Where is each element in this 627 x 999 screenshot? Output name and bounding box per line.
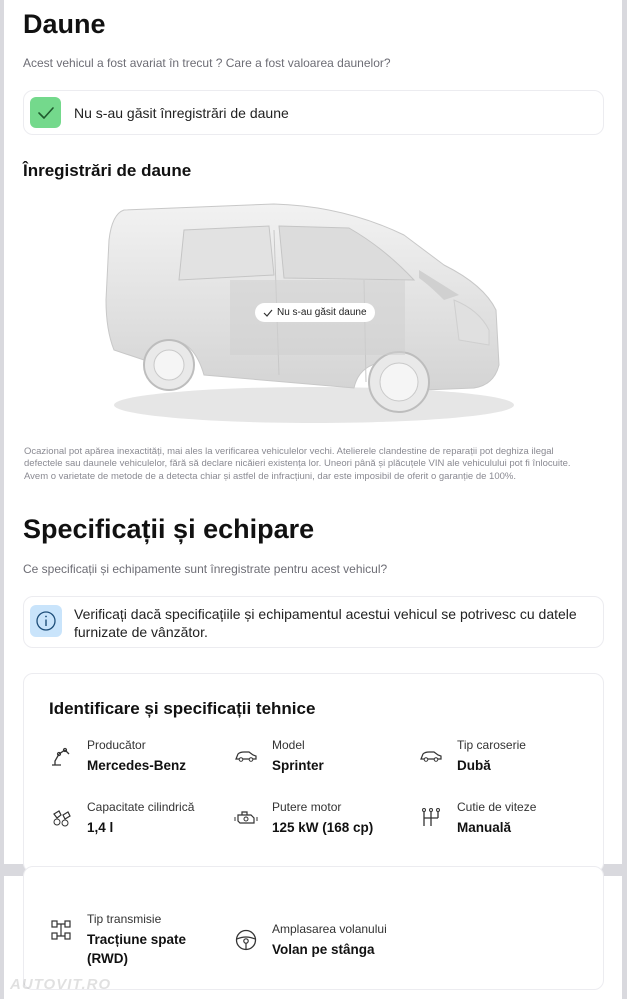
info-icon [30, 605, 62, 637]
drivetrain-panel [4, 876, 622, 999]
tech-specs-card-continued [23, 866, 604, 990]
drivetrain-icon [49, 918, 73, 942]
tech-specs-title: Identificare și specificații tehnice [49, 699, 316, 718]
spec-label: Model [272, 738, 305, 752]
specs-info-line: Verificați dacă specificațiile și echipamentul acestui vehicul se potrivesc cu datele [74, 606, 577, 622]
spec-value: Manuală [457, 820, 512, 835]
damage-status-text: Nu s-au găsit înregistrări de daune [74, 105, 289, 121]
spec-label: Producător [87, 738, 146, 752]
spec-value: 1,4 l [87, 820, 114, 835]
spec-value-line: (RWD) [87, 951, 128, 966]
car-icon [234, 744, 258, 768]
specs-info-card [23, 596, 604, 648]
damage-subtitle: Acest vehicul a fost avariat în trecut ? Care a fost valoarea daunelor? [23, 56, 391, 70]
no-damage-pill [255, 303, 375, 322]
watermark-logo: AUTOVIT.RO [10, 976, 112, 993]
engine-icon [234, 806, 258, 830]
spec-value-line: Tracțiune spate [87, 932, 187, 947]
spec-label: Capacitate cilindrică [87, 800, 195, 814]
damage-records-title: Înregistrări de daune [23, 161, 192, 180]
damage-status-card [23, 90, 604, 135]
damage-and-specs-panel [4, 0, 622, 864]
gearbox-icon [419, 806, 443, 830]
disclaimer-line: Ocazional pot apărea inexactități, mai ales la verificarea vehiculelor vechi. Atelierele clandestine de reparații pot deghiza ilegal [24, 446, 554, 457]
steering-wheel-icon [234, 928, 258, 952]
damage-title: Daune [23, 9, 106, 39]
spec-value: 125 kW (168 cp) [272, 820, 374, 835]
engine-cylinders-icon [49, 806, 73, 830]
spec-value: Volan pe stânga [272, 942, 375, 957]
spec-value: Dubă [457, 758, 491, 773]
robot-arm-icon [49, 744, 73, 768]
tech-specs-card [23, 673, 604, 873]
specs-subtitle: Ce specificații și echipamente sunt înregistrate pentru acest vehicul? [23, 562, 388, 576]
check-small-icon [263, 308, 273, 318]
specs-info-line: furnizate de vânzător. [74, 624, 208, 640]
specs-title: Specificații și echipare [23, 514, 315, 544]
specs-info-text [74, 605, 577, 641]
spec-value: Sprinter [272, 758, 324, 773]
car-body-icon [419, 744, 443, 768]
no-damage-pill-text: Nu s-au găsit daune [277, 307, 367, 318]
spec-value [87, 930, 186, 968]
spec-value: Mercedes-Benz [87, 758, 187, 773]
spec-label: Putere motor [272, 800, 342, 814]
spec-label: Tip transmisie [87, 912, 162, 926]
spec-label: Tip caroserie [457, 738, 526, 752]
disclaimer-line: defectele sau daunele vehiculelor, fără să declare nicăieri existența lor. Uneori până și plăcuțele VIN ale vehiculului pot fi înlocuite. [24, 458, 571, 470]
check-icon [30, 97, 61, 128]
spec-label: Cutie de viteze [457, 800, 537, 814]
disclaimer-line: Avem o varietate de metode de a detecta chiar și astfel de infracțiuni, dar este imposibil de oferit o garanție de 100%. [24, 470, 516, 482]
damage-disclaimer [24, 446, 604, 483]
spec-label: Amplasarea volanului [272, 922, 387, 936]
